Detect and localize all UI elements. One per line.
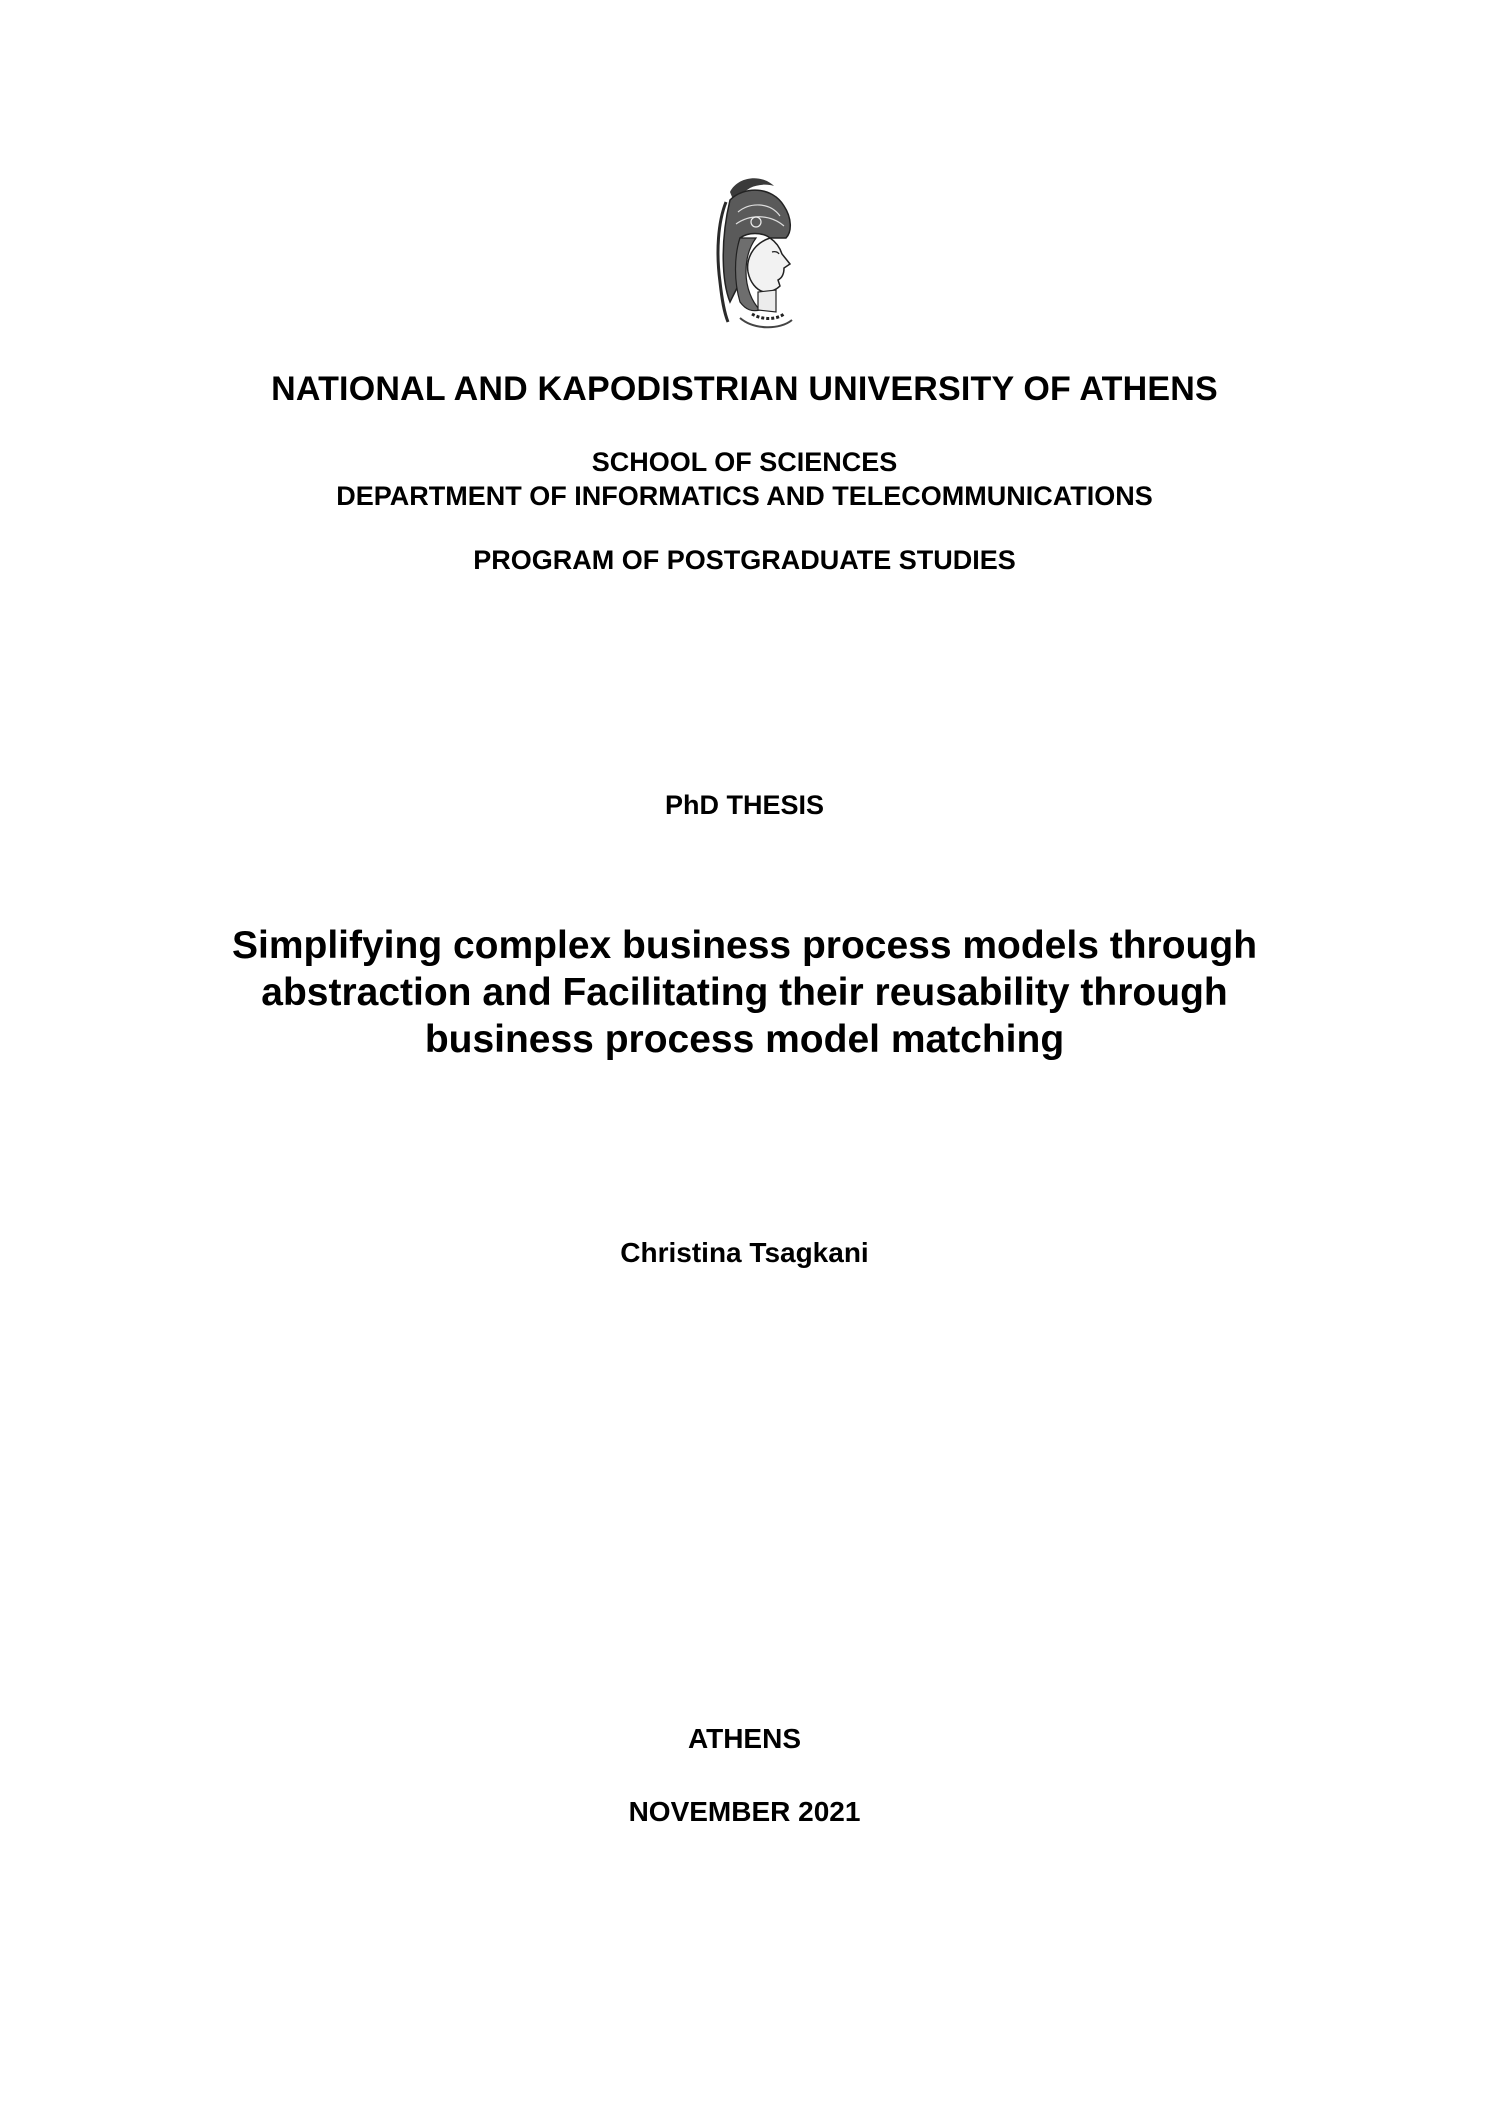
title-line: abstraction and Facilitating their reusability through — [261, 971, 1228, 1014]
author-name: Christina Tsagkani — [620, 1237, 869, 1268]
athena-helmet-logo-icon — [700, 172, 808, 332]
city: ATHENS — [687, 1723, 802, 1754]
submission-date: NOVEMBER 2021 — [628, 1796, 861, 1827]
title-line: Simplifying complex business process models through — [231, 924, 1258, 967]
department-name: DEPARTMENT OF INFORMATICS AND TELECOMMUNICATIONS — [336, 481, 1153, 511]
title-line: business process model matching — [424, 1018, 1065, 1061]
university-name: NATIONAL AND KAPODISTRIAN UNIVERSITY OF ATHENS — [271, 370, 1218, 408]
school-name: SCHOOL OF SCIENCES — [591, 447, 898, 477]
thesis-type: PhD THESIS — [664, 790, 825, 820]
program-name: PROGRAM OF POSTGRADUATE STUDIES — [473, 545, 1016, 575]
school-department-block — [0, 445, 1489, 513]
thesis-title — [0, 922, 1489, 1063]
